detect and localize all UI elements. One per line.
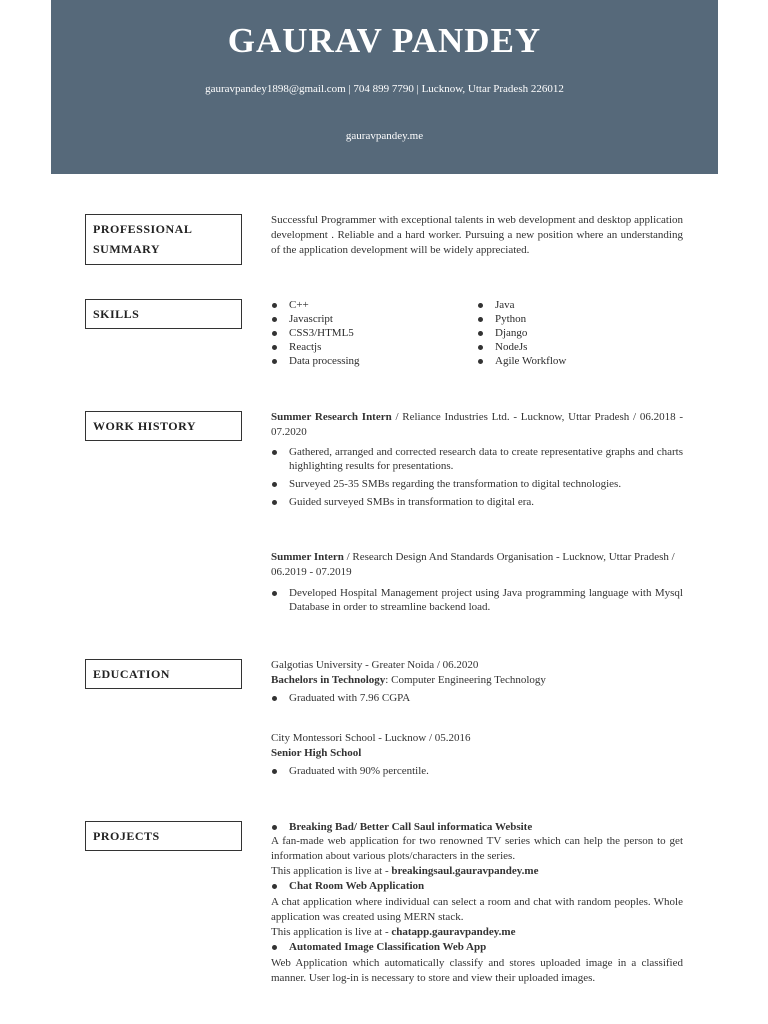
- section-label-skills: SKILLS: [85, 299, 242, 329]
- degree: Bachelors in Technology: [271, 674, 386, 686]
- project-description: Web Application which automatically classify and stores uploaded image in a classified manner. User log-in is necessary to store and view their uploaded images.: [271, 957, 683, 984]
- degree-field: : Computer Engineering Technology: [385, 674, 546, 686]
- skill-item: CSS3/HTML5: [271, 326, 471, 340]
- degree-line: [271, 673, 683, 688]
- website-link[interactable]: gauravpandey.me: [345, 130, 424, 142]
- projects-list: [271, 820, 683, 986]
- job-bullet: Guided surveyed SMBs in transformation to digital era.: [271, 495, 683, 509]
- project-description: A chat application where individual can select a room and chat with random peoples. Whole application was created using MERN stack.: [271, 896, 683, 923]
- section-label-professional-summary: PROFESSIONAL SUMMARY: [85, 214, 242, 265]
- job-entry: [271, 550, 683, 614]
- job-heading: [271, 550, 683, 580]
- job-title: Summer Research Intern: [271, 411, 392, 423]
- skill-item: Data processing: [271, 354, 471, 368]
- contact-line: gauravpandey1898@gmail.com | 704 899 7790 | Lucknow, Uttar Pradesh 226012: [205, 83, 564, 95]
- project-title: Chat Room Web Application: [271, 879, 683, 893]
- skill-item: Django: [477, 326, 677, 340]
- project-live-line: This application is live at - chatapp.gauravpandey.me: [271, 926, 516, 938]
- job-bullets: [271, 445, 683, 509]
- skills-list-right: [477, 298, 677, 368]
- school-line: Galgotias University - Greater Noida / 06.2020: [271, 659, 479, 671]
- candidate-name: GAURAV PANDEY: [227, 21, 542, 60]
- section-label-work-history: WORK HISTORY: [85, 411, 242, 441]
- project-title-item: [271, 820, 683, 834]
- job-bullet: Developed Hospital Management project using Java programming language with Mysql Database in order to streamline backend load.: [271, 586, 683, 614]
- skill-item: Agile Workflow: [477, 354, 677, 368]
- education-entry: [271, 731, 683, 778]
- job-bullet: Surveyed 25-35 SMBs regarding the transformation to digital technologies.: [271, 477, 683, 491]
- job-details: / Research Design And Standards Organisation - Lucknow, Uttar Pradesh / 06.2019 - 07.2019: [271, 551, 675, 578]
- education-bullets: [271, 764, 683, 778]
- summary-text: Successful Programmer with exceptional talents in web development and desktop application development . Reliable and a hard worker. Pursuing a new position where an understanding of the application development will be widely appreciated.: [271, 214, 683, 256]
- school-line: City Montessori School - Lucknow / 05.2016: [271, 732, 471, 744]
- skill-item: C++: [271, 298, 471, 312]
- job-title: Summer Intern: [271, 551, 344, 563]
- education-bullet: Graduated with 7.96 CGPA: [271, 691, 683, 705]
- degree: Senior High School: [271, 747, 362, 759]
- section-label-education: EDUCATION: [85, 659, 242, 689]
- project-title-item: [271, 940, 683, 954]
- project-live-link[interactable]: breakingsaul.gauravpandey.me: [391, 865, 539, 877]
- project-title: Automated Image Classification Web App: [271, 940, 683, 954]
- education-bullet: Graduated with 90% percentile.: [271, 764, 683, 778]
- skill-item: NodeJs: [477, 340, 677, 354]
- project-live-line: This application is live at - breakingsaul.gauravpandey.me: [271, 865, 539, 877]
- skill-item: Javascript: [271, 312, 471, 326]
- project-live-link[interactable]: chatapp.gauravpandey.me: [391, 926, 516, 938]
- job-entry: [271, 410, 683, 509]
- job-details: / Reliance Industries Ltd. - Lucknow, Uttar Pradesh / 06.2018 - 07.2020: [271, 411, 683, 438]
- job-heading: [271, 410, 683, 440]
- skill-item: Python: [477, 312, 677, 326]
- project-description: A fan-made web application for two renowned TV series which can help the person to get information about various plots/characters in the series.: [271, 835, 683, 862]
- project-title-item: [271, 879, 683, 893]
- degree-line: [271, 746, 683, 761]
- skills-list-left: [271, 298, 471, 368]
- skill-item: Reactjs: [271, 340, 471, 354]
- resume-header: [51, 0, 718, 174]
- education-entry: [271, 658, 683, 705]
- project-title: Breaking Bad/ Better Call Saul informatica Website: [271, 820, 683, 834]
- skill-item: Java: [477, 298, 677, 312]
- education-bullets: [271, 691, 683, 705]
- section-label-projects: PROJECTS: [85, 821, 242, 851]
- job-bullet: Gathered, arranged and corrected research data to create representative graphs and charts highlighting results for presentations.: [271, 445, 683, 473]
- job-bullets: [271, 586, 683, 614]
